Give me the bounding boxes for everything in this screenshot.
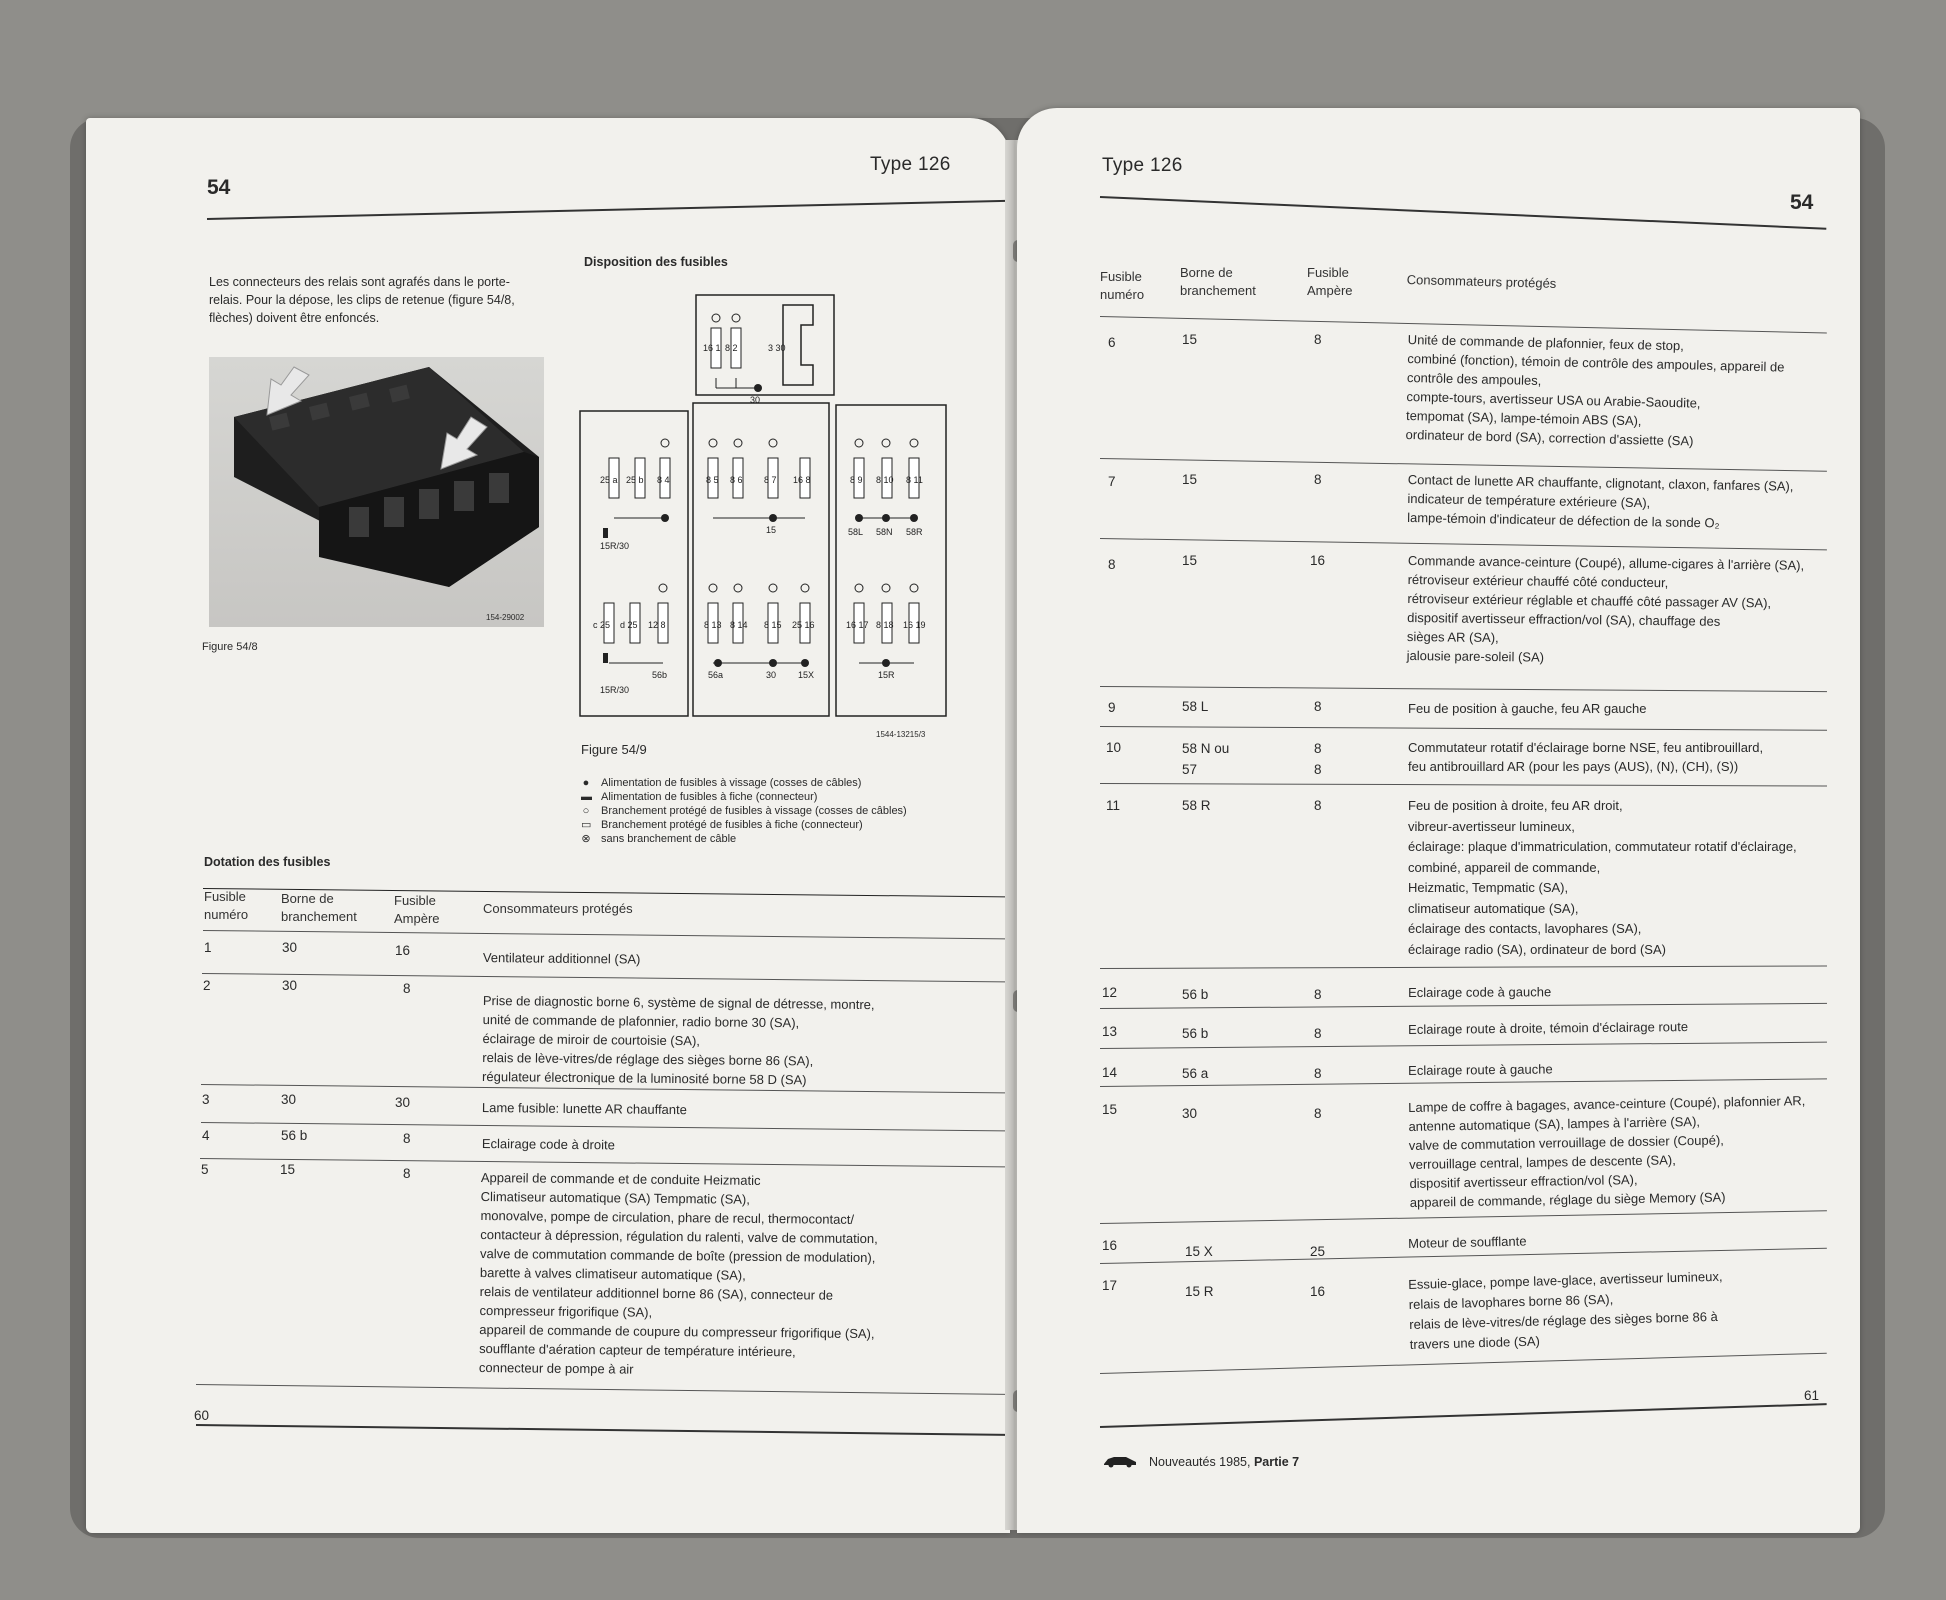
fuse-number: 5 xyxy=(201,1162,209,1177)
description-line: relais de lève-vitres/de réglage des sièges borne 86 (SA), xyxy=(482,1049,814,1069)
fuse-borne: 15 xyxy=(1182,332,1198,347)
legend-text: sans branchement de câble xyxy=(601,833,737,845)
description-line: Eclairage route à droite, témoin d'éclairage route xyxy=(1408,1019,1689,1037)
node-label: 15R xyxy=(878,670,895,680)
fuse-description xyxy=(1408,982,1551,1002)
fuse-label: 8 5 xyxy=(706,475,719,485)
description-line: Ventilateur additionnel (SA) xyxy=(482,949,641,967)
description-line: Eclairage code à droite xyxy=(481,1135,615,1153)
description-line: valve de commutation commande de boîte (pression de modulation), xyxy=(480,1245,876,1266)
fuse-label: 8 10 xyxy=(876,475,894,485)
legend-symbol: ⊗ xyxy=(581,833,591,845)
fuse-number: 1 xyxy=(204,940,212,955)
legend-item xyxy=(581,804,907,818)
description-line: lampe-témoin d'indicateur de défection de la sonde O₂ xyxy=(1407,509,1720,531)
fuse-borne: 30 xyxy=(281,1092,297,1107)
fuse-borne: 56 a xyxy=(1182,1066,1209,1081)
header-line: numéro xyxy=(1100,287,1145,302)
row-rule xyxy=(1100,726,1827,731)
row-rule xyxy=(1100,458,1827,472)
description-line: indicateur de température extérieure (SA), xyxy=(1407,490,1651,511)
right-page xyxy=(1017,108,1860,1533)
description-line: contrôle des ampoules, xyxy=(1406,369,1542,389)
node-label: 58N xyxy=(876,527,893,537)
fuse-ampere: 8 8 xyxy=(1314,741,1322,777)
fuse-label: 8 4 xyxy=(657,475,670,485)
car-icon xyxy=(1102,1454,1138,1473)
description-line: relais de ventilateur additionnel borne 86 (SA), connecteur de xyxy=(479,1283,834,1303)
fuse-borne: 58 N ou 57 xyxy=(1182,741,1230,777)
figure-label: Figure 54/9 xyxy=(581,742,647,757)
description-line: Eclairage route à gauche xyxy=(1408,1061,1553,1078)
description-line: jalousie pare-soleil (SA) xyxy=(1406,647,1545,665)
fuse-ampere: 8 xyxy=(1314,987,1322,1002)
fuse-description xyxy=(479,1168,879,1381)
description-line: éclairage radio (SA), ordinateur de bord (SA) xyxy=(1408,941,1666,957)
fuse-label: 8 13 xyxy=(704,620,722,630)
fuse-ampere: 8 xyxy=(403,1166,411,1181)
fuse-layout-diagram xyxy=(578,293,958,723)
header-consommateurs: Consommateurs protégés xyxy=(1406,271,1557,291)
fuse-ampere: 16 xyxy=(1310,1284,1326,1299)
fuse-number: 7 xyxy=(1108,474,1116,489)
row-rule xyxy=(196,1384,1026,1395)
fuse-borne: 15 xyxy=(1182,553,1198,568)
header-line: Fusible xyxy=(394,893,436,908)
description-line: Essuie-glace, pompe lave-glace, avertisseur lumineux, xyxy=(1408,1268,1723,1292)
fuse-label: 8 2 xyxy=(725,343,738,353)
fuse-description xyxy=(482,991,875,1090)
page-number: 60 xyxy=(194,1408,210,1423)
description-line: dispositif avertisseur effraction/vol (SA), xyxy=(1409,1172,1638,1191)
diagram-title: Disposition des fusibles xyxy=(584,255,728,269)
description-line: rétroviseur extérieur chauffé côté conducteur, xyxy=(1407,571,1669,591)
fuse-ampere: 25 xyxy=(1310,1244,1326,1259)
fuse-number: 12 xyxy=(1102,985,1118,1000)
header-line: Borne de xyxy=(281,891,334,906)
fuse-number: 10 xyxy=(1106,740,1122,755)
legend-symbol: ▬ xyxy=(581,791,592,803)
fuse-ampere: 16 xyxy=(1310,553,1326,568)
row-rule xyxy=(1100,1042,1827,1049)
fuse-description xyxy=(1405,330,1785,453)
fuse-label: c 25 xyxy=(593,620,611,630)
fuse-borne: 15 xyxy=(1182,472,1198,487)
description-line: Unité de commande de plafonnier, feux de stop, xyxy=(1407,331,1684,354)
description-line: Feu de position à gauche, feu AR gauche xyxy=(1408,701,1647,716)
fuse-label: 16 8 xyxy=(793,475,811,485)
legend-item xyxy=(581,818,907,832)
fuse-number: 17 xyxy=(1102,1278,1118,1293)
node-label: 58R xyxy=(906,527,923,537)
description-line: éclairage de miroir de courtoisie (SA), xyxy=(482,1030,701,1049)
fuse-borne: 56 b xyxy=(281,1128,308,1143)
footer-rule xyxy=(1100,1403,1827,1428)
fuse-label: 8 18 xyxy=(876,620,894,630)
description-line: éclairage: plaque d'immatriculation, commutateur rotatif d'éclairage, xyxy=(1408,839,1797,854)
header-fusible xyxy=(204,888,248,924)
description-line: Feu de position à droite, feu AR droit, xyxy=(1408,798,1623,813)
fuse-borne: 30 xyxy=(282,978,298,993)
node-label: 15R/30 xyxy=(600,685,630,695)
description-line: Prise de diagnostic borne 6, système de signal de détresse, montre, xyxy=(482,992,875,1013)
legend xyxy=(581,776,907,846)
description-line: unité de commande de plafonnier, radio borne 30 (SA), xyxy=(482,1011,800,1031)
description-line: climatiseur automatique (SA), xyxy=(1408,900,1579,916)
fuse-ampere: 8 xyxy=(1314,472,1322,487)
fuse-label: 16 1 xyxy=(703,343,721,353)
fuse-number: 13 xyxy=(1102,1024,1118,1039)
header-ampere xyxy=(1307,264,1353,300)
description-line: sièges AR (SA), xyxy=(1406,628,1499,646)
fuse-description xyxy=(483,948,641,969)
fuse-borne: 15 R xyxy=(1185,1284,1214,1299)
description-line: Eclairage code à gauche xyxy=(1408,984,1552,1000)
fuse-label: 16 17 xyxy=(846,620,869,630)
legend-text: Alimentation de fusibles à fiche (connecteur) xyxy=(601,791,818,803)
fuse-description xyxy=(1407,551,1805,670)
legend-item xyxy=(581,776,907,790)
fuse-borne: 15 xyxy=(280,1162,296,1177)
fuse-label: 8 9 xyxy=(850,475,863,485)
fuse-description xyxy=(1408,699,1647,718)
type-label: Type 126 xyxy=(870,154,951,175)
description-line: relais de lève-vitres/de réglage des sièges borne 86 à xyxy=(1409,1308,1718,1332)
node-label: 30 xyxy=(766,670,777,680)
legend-symbol: ▭ xyxy=(581,819,592,831)
row-rule xyxy=(200,1158,1024,1168)
intro-line: flèches) doivent être enfoncés. xyxy=(209,311,380,325)
diagram-code: 1544-13215/3 xyxy=(876,730,926,739)
description-line: relais de lavophares borne 86 (SA), xyxy=(1408,1291,1614,1312)
node-label: 58L xyxy=(848,527,864,537)
row-rule xyxy=(1100,686,1827,692)
fuse-label: 16 19 xyxy=(903,620,926,630)
fuse-number: 15 xyxy=(1102,1102,1118,1117)
description-line: appareil de commande, réglage du siège Memory (SA) xyxy=(1409,1189,1726,1210)
header-line: Fusible xyxy=(204,889,246,904)
row-rule xyxy=(1100,1078,1827,1087)
footer-title xyxy=(1149,1453,1299,1471)
description-line: rétroviseur extérieur réglable et chauffé côté passager AV (SA), xyxy=(1407,590,1772,611)
node-label: 56b xyxy=(652,670,668,680)
fuse-ampere: 8 xyxy=(1314,1106,1322,1121)
fuse-number: 2 xyxy=(203,978,211,993)
description-line: connecteur de pompe à air xyxy=(478,1359,634,1377)
header-rule xyxy=(1100,196,1826,230)
fuse-description xyxy=(1408,1232,1527,1253)
description-line: Appareil de commande et de conduite Heizmatic xyxy=(480,1169,761,1188)
row-rule xyxy=(201,1122,1024,1132)
description-line: compte-tours, avertisseur USA ou Arabie-Saoudite, xyxy=(1406,388,1701,411)
type-label: Type 126 xyxy=(1102,155,1183,176)
header-line: numéro xyxy=(204,907,249,922)
fuse-ampere: 30 xyxy=(395,1095,411,1110)
description-line: régulateur électronique de la luminosité borne 58 D (SA) xyxy=(482,1068,807,1088)
fuse-borne: 58 L xyxy=(1182,699,1209,714)
fuse-label: 3 30 xyxy=(768,343,786,353)
fuse-borne: 15 X xyxy=(1185,1244,1213,1259)
fuse-number: 3 xyxy=(202,1092,210,1107)
description-line: monovalve, pompe de circulation, phare de recul, thermocontact/ xyxy=(480,1207,855,1227)
description-line: Climatiseur automatique (SA) Tempmatic (SA), xyxy=(480,1188,751,1207)
fuse-description xyxy=(1408,1267,1724,1355)
fuse-label: 8 6 xyxy=(730,475,743,485)
fuse-description xyxy=(1408,738,1763,776)
row-rule xyxy=(202,973,1024,983)
table-title: Dotation des fusibles xyxy=(204,855,331,869)
description-line: ordinateur de bord (SA), correction d'assiette (SA) xyxy=(1405,426,1694,449)
fuse-number: 9 xyxy=(1108,700,1116,715)
figure-label: Figure 54/8 xyxy=(202,641,258,653)
fuse-label: 8 15 xyxy=(764,620,782,630)
fuse-number: 6 xyxy=(1108,335,1116,350)
header-rule xyxy=(207,199,1029,220)
fuse-borne: 30 xyxy=(282,940,298,955)
fuse-label: 12 8 xyxy=(648,620,666,630)
fuse-borne: 56 b xyxy=(1182,1026,1209,1041)
legend-text: Branchement protégé de fusibles à fiche (connecteur) xyxy=(601,819,863,831)
description-line: Contact de lunette AR chauffante, clignotant, claxon, fanfares (SA), xyxy=(1407,471,1794,494)
node-label: 30 xyxy=(750,395,761,405)
fuse-ampere: 8 xyxy=(403,1131,411,1146)
fuse-ampere: 16 xyxy=(395,943,411,958)
description-line: appareil de commande de coupure du compresseur frigorifique (SA), xyxy=(479,1321,875,1342)
fuse-description xyxy=(1408,1091,1807,1212)
description-line: dispositif avertisseur effraction/vol (SA), chauffage des xyxy=(1407,609,1721,629)
description-line: Moteur de soufflante xyxy=(1408,1233,1527,1251)
legend-symbol: ○ xyxy=(582,805,590,817)
fuse-description xyxy=(1407,470,1794,534)
fuse-borne: 56 b xyxy=(1182,987,1209,1002)
fuse-number: 16 xyxy=(1102,1238,1118,1253)
header-line: Fusible xyxy=(1100,269,1142,284)
fuse-number: 11 xyxy=(1106,798,1121,813)
page-header-number: 54 xyxy=(1790,191,1814,214)
description-line: Commande avance-ceinture (Coupé), allume-cigares à l'arrière (SA), xyxy=(1407,552,1805,573)
header-ampere xyxy=(394,892,440,928)
description-line: Lame fusible: lunette AR chauffante xyxy=(481,1099,687,1118)
photo-code: 154-29002 xyxy=(486,613,525,622)
description-line: vibreur-avertisseur lumineux, xyxy=(1408,818,1575,834)
page-number: 61 xyxy=(1804,1388,1820,1403)
header-line: branchement xyxy=(281,909,357,924)
intro-text xyxy=(209,273,529,327)
fuse-ampere: 8 xyxy=(1314,332,1322,347)
description-line: Lampe de coffre à bagages, avance-ceinture (Coupé), plafonnier AR, xyxy=(1408,1093,1806,1115)
fuse-ampere: 8 xyxy=(1314,798,1322,813)
description-line: contacteur à dépression, régulation du ralenti, valve de commutation, xyxy=(480,1226,878,1247)
description-line: barette à valves climatiseur automatique (SA), xyxy=(479,1264,746,1283)
description-line: valve de commutation verrouillage de dossier (Coupé), xyxy=(1408,1132,1724,1153)
fuse-description xyxy=(482,1134,615,1154)
legend-item xyxy=(581,832,907,846)
legend-text: Alimentation de fusibles à vissage (cosses de câbles) xyxy=(601,777,862,789)
fuse-description xyxy=(1408,796,1797,960)
fuse-borne: 30 xyxy=(1182,1106,1198,1121)
page-header-number: 54 xyxy=(207,176,231,199)
fuse-description xyxy=(1408,1017,1688,1039)
header-borne xyxy=(281,890,357,926)
fuse-label: 25 a xyxy=(600,475,618,485)
description-line: éclairage des contacts, lavophares (SA), xyxy=(1408,921,1642,936)
node-label: 56a xyxy=(708,670,724,680)
fuse-number: 4 xyxy=(202,1128,210,1143)
fuse-ampere: 8 xyxy=(403,981,411,996)
description-line: soufflante d'aération capteur de température intérieure, xyxy=(479,1340,796,1360)
header-consommateurs: Consommateurs protégés xyxy=(483,901,633,916)
row-rule xyxy=(1100,1003,1827,1009)
fuse-box-photo xyxy=(209,357,544,627)
fuse-ampere: 8 xyxy=(1314,1026,1322,1041)
fuse-label: 8 11 xyxy=(906,475,923,485)
description-line: combiné (fonction), témoin de contrôle des ampoules, appareil de xyxy=(1407,350,1785,375)
fuse-description xyxy=(1408,1059,1553,1080)
footer-title-text: Nouveautés 1985, xyxy=(1149,1455,1251,1469)
fuse-description xyxy=(482,1098,687,1119)
intro-line: relais. Pour la dépose, les clips de retenue (figure 54/8, xyxy=(209,293,515,307)
description-line: tempomat (SA), lampe-témoin ABS (SA), xyxy=(1405,407,1642,429)
header-line: Borne de xyxy=(1180,265,1233,280)
fuse-label: 25 b xyxy=(626,475,644,485)
description-line: travers une diode (SA) xyxy=(1409,1333,1541,1352)
header-line: Ampère xyxy=(1307,283,1353,298)
row-rule xyxy=(1100,783,1827,787)
footer-rule xyxy=(196,1424,1026,1436)
description-line: compresseur frigorifique (SA), xyxy=(479,1302,653,1320)
fuse-borne: 58 R xyxy=(1182,798,1211,813)
description-line: combiné, appareil de commande, xyxy=(1408,859,1601,875)
description-line: Heizmatic, Tempmatic (SA), xyxy=(1408,880,1569,895)
fuse-label: 8 7 xyxy=(764,475,777,485)
description-line: verrouillage central, lampes de descente (SA), xyxy=(1409,1152,1676,1172)
legend-symbol: ● xyxy=(582,777,590,789)
header-fusible xyxy=(1100,268,1144,304)
header-line: branchement xyxy=(1180,283,1256,298)
node-label: 15 xyxy=(766,525,777,535)
description-line: antenne automatique (SA), lampes à l'arrière (SA), xyxy=(1408,1113,1701,1134)
footer-part: Partie 7 xyxy=(1253,1455,1300,1469)
description-line: feu antibrouillard AR (pour les pays (AUS), (N), (CH), (S)) xyxy=(1408,759,1739,774)
row-rule xyxy=(1100,538,1827,550)
fuse-number: 8 xyxy=(1108,557,1116,572)
fuse-label: d 25 xyxy=(620,620,638,630)
row-rule xyxy=(1100,965,1827,969)
legend-text: Branchement protégé de fusibles à vissage (cosses de câbles) xyxy=(601,805,907,817)
legend-item xyxy=(581,790,907,804)
header-rule xyxy=(203,930,1023,940)
fuse-label: 8 14 xyxy=(730,620,748,630)
row-rule xyxy=(1100,1353,1827,1374)
fuse-ampere: 8 xyxy=(1314,699,1322,714)
node-label: 15X xyxy=(798,670,815,680)
fuse-ampere: 8 xyxy=(1314,1066,1322,1081)
description-line: Commutateur rotatif d'éclairage borne NSE, feu antibrouillard, xyxy=(1408,740,1764,755)
node-label: 15R/30 xyxy=(600,541,630,551)
header-line: Ampère xyxy=(394,911,440,926)
intro-line: Les connecteurs des relais sont agrafés dans le porte- xyxy=(209,275,510,289)
fuse-label: 25 16 xyxy=(792,620,815,630)
row-rule xyxy=(1100,1210,1827,1224)
fuse-number: 14 xyxy=(1102,1065,1118,1080)
header-borne xyxy=(1180,264,1256,300)
header-line: Fusible xyxy=(1307,265,1349,280)
